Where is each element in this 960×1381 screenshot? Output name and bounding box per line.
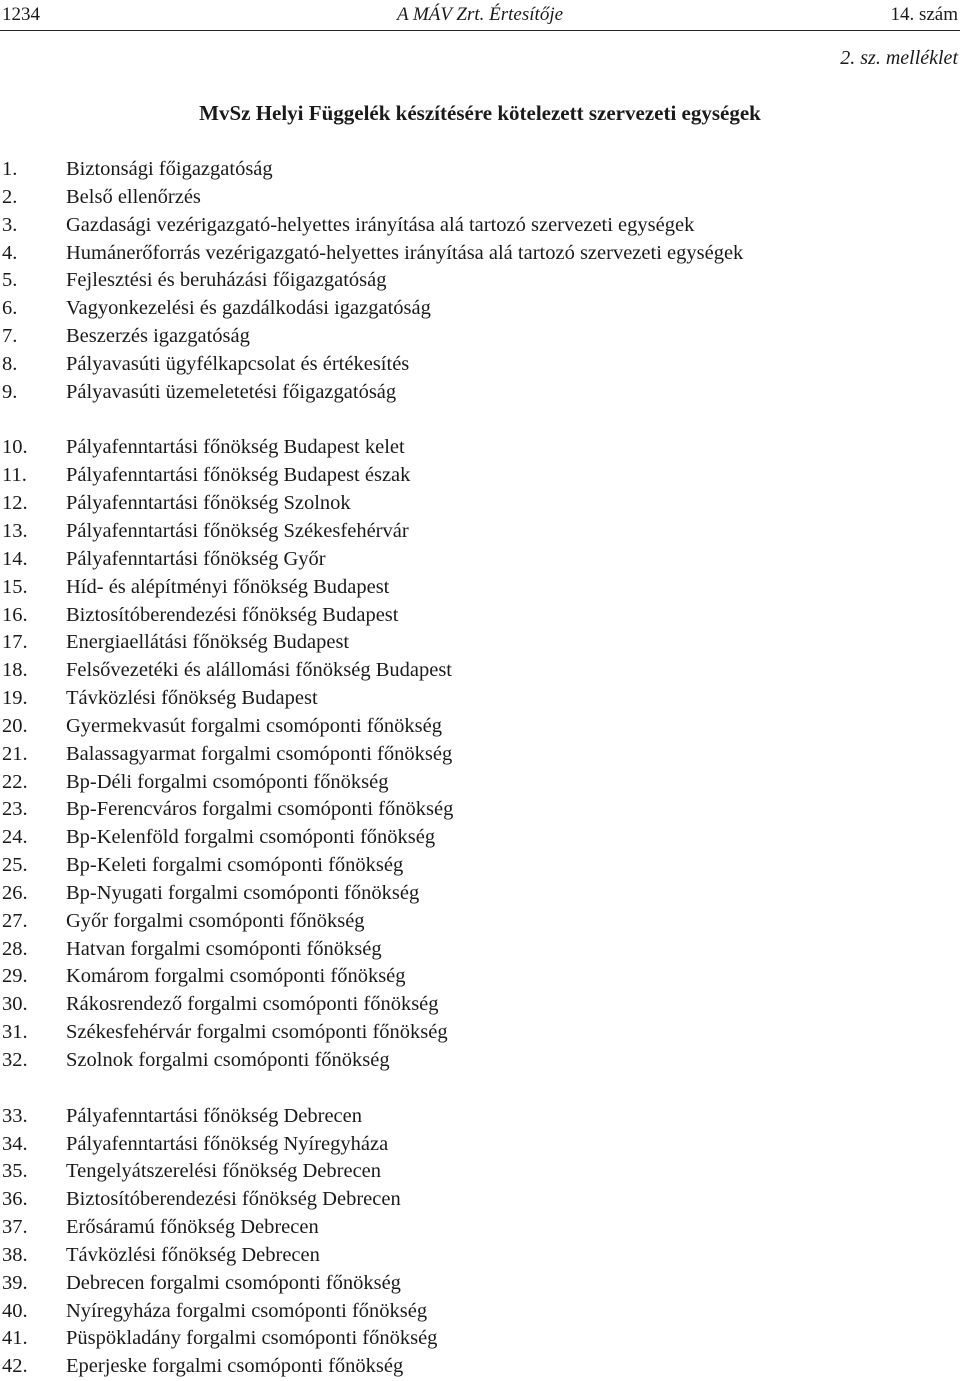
item-label: Pályafenntartási főnökség Szolnok	[66, 492, 351, 515]
item-number: 4.	[2, 241, 18, 264]
item-label: Távközlési főnökség Budapest	[66, 687, 318, 710]
running-header	[0, 2, 960, 28]
item-label: Gazdasági vezérigazgató-helyettes irányítása alá tartozó szervezeti egységek	[66, 213, 695, 236]
list-item	[0, 295, 960, 323]
list-item	[0, 434, 960, 462]
list-item	[0, 1158, 960, 1186]
item-number: 6.	[2, 297, 18, 320]
item-label: Energiaellátási főnökség Budapest	[66, 631, 350, 654]
list-item	[0, 1270, 960, 1298]
item-number: 15.	[2, 575, 28, 598]
item-number: 3.	[2, 213, 18, 236]
item-label: Debrecen forgalmi csomóponti főnökség	[66, 1271, 401, 1294]
list-item	[0, 1103, 960, 1131]
item-number: 37.	[2, 1216, 28, 1239]
item-number: 31.	[2, 1021, 28, 1044]
list-item	[0, 351, 960, 379]
item-number: 32.	[2, 1049, 28, 1071]
list-item	[0, 1353, 960, 1381]
list-item	[0, 240, 960, 268]
appendix-label: 2. sz. melléklet	[840, 47, 958, 69]
item-label: Pályavasúti üzemeletetési főigazgatóság	[66, 380, 397, 403]
item-number: 24.	[2, 826, 28, 849]
item-number: 25.	[2, 854, 28, 877]
list-item	[0, 323, 960, 351]
list-item	[0, 574, 960, 602]
list-item	[0, 184, 960, 212]
item-number: 22.	[2, 770, 28, 793]
list-item	[0, 741, 960, 769]
item-label: Biztosítóberendezési főnökség Debrecen	[66, 1188, 401, 1211]
item-number: 9.	[2, 380, 18, 403]
item-label: Hatvan forgalmi csomóponti főnökség	[66, 937, 382, 960]
list-item	[0, 769, 960, 797]
item-number: 19.	[2, 687, 28, 710]
item-number: 23.	[2, 798, 28, 821]
item-number: 8.	[2, 352, 18, 375]
item-number: 29.	[2, 965, 28, 988]
item-label: Pályavasúti ügyfélkapcsolat és értékesítés	[66, 352, 410, 375]
page-number: 1234	[2, 4, 40, 25]
list-item	[0, 1325, 960, 1353]
item-label: Szolnok forgalmi csomóponti főnökség	[66, 1049, 390, 1071]
list-item	[0, 1131, 960, 1159]
item-number: 16.	[2, 603, 28, 626]
item-label: Pályafenntartási főnökség Debrecen	[66, 1104, 362, 1127]
list-item	[0, 267, 960, 295]
item-label: Biztonsági főigazgatóság	[66, 158, 273, 180]
item-number: 34.	[2, 1132, 28, 1155]
item-number: 35.	[2, 1160, 28, 1183]
item-number: 2.	[2, 185, 18, 208]
item-label: Felsővezetéki és alállomási főnökség Budapest	[66, 659, 452, 682]
list-item	[0, 1214, 960, 1242]
organizational-unit-list	[0, 156, 960, 1381]
item-number: 14.	[2, 547, 28, 570]
item-number: 39.	[2, 1271, 28, 1294]
item-label: Pályafenntartási főnökség Székesfehérvár	[66, 519, 409, 542]
item-label: Beszerzés igazgatóság	[66, 325, 250, 348]
document-title: MvSz Helyi Függelék készítésére kötelezett szervezeti egységek	[199, 101, 761, 125]
list-item	[0, 518, 960, 546]
item-number: 10.	[2, 436, 28, 459]
item-label: Híd- és alépítményi főnökség Budapest	[66, 575, 390, 598]
item-label: Pályafenntartási főnökség Győr	[66, 547, 326, 570]
list-item	[0, 852, 960, 880]
item-label: Humánerőforrás vezérigazgató-helyettes irányítása alá tartozó szervezeti egységek	[66, 241, 744, 264]
list-item	[0, 629, 960, 657]
list-item	[0, 1019, 960, 1047]
list-item	[0, 546, 960, 574]
item-label: Gyermekvasút forgalmi csomóponti főnökség	[66, 714, 442, 737]
item-number: 20.	[2, 714, 28, 737]
item-label: Távközlési főnökség Debrecen	[66, 1243, 320, 1266]
list-item	[0, 713, 960, 741]
list-item	[0, 936, 960, 964]
item-label: Belső ellenőrzés	[66, 185, 201, 208]
list-item	[0, 490, 960, 518]
item-number: 28.	[2, 937, 28, 960]
list-item	[0, 1298, 960, 1326]
item-label: Székesfehérvár forgalmi csomóponti főnökség	[66, 1021, 448, 1044]
item-label: Bp-Keleti forgalmi csomóponti főnökség	[66, 854, 404, 877]
list-item	[0, 462, 960, 490]
list-item	[0, 657, 960, 685]
item-number: 30.	[2, 993, 28, 1016]
item-number: 12.	[2, 492, 28, 515]
item-number: 40.	[2, 1299, 28, 1322]
list-item	[0, 212, 960, 240]
list-item	[0, 1242, 960, 1270]
list-item	[0, 685, 960, 713]
item-number: 7.	[2, 325, 18, 348]
item-label: Biztosítóberendezési főnökség Budapest	[66, 603, 399, 626]
item-number: 21.	[2, 742, 28, 765]
item-number: 11.	[2, 464, 27, 487]
item-label: Püspökladány forgalmi csomóponti főnökség	[66, 1327, 438, 1350]
item-label: Nyíregyháza forgalmi csomóponti főnökség	[66, 1299, 428, 1322]
item-number: 26.	[2, 881, 28, 904]
item-label: Pályafenntartási főnökség Budapest kelet	[66, 436, 405, 459]
list-item	[0, 880, 960, 908]
item-label: Győr forgalmi csomóponti főnökség	[66, 909, 365, 932]
item-number: 5.	[2, 269, 18, 292]
list-item	[0, 824, 960, 852]
item-label: Bp-Kelenföld forgalmi csomóponti főnökség	[66, 826, 436, 849]
item-label: Pályafenntartási főnökség Budapest észak	[66, 464, 411, 487]
item-label: Pályafenntartási főnökség Nyíregyháza	[66, 1132, 389, 1155]
item-label: Eperjeske forgalmi csomóponti főnökség	[66, 1355, 404, 1378]
list-item	[0, 379, 960, 407]
item-number: 36.	[2, 1188, 28, 1211]
item-label: Erősáramú főnökség Debrecen	[66, 1216, 319, 1239]
list-item	[0, 1047, 960, 1075]
item-label: Balassagyarmat forgalmi csomóponti főnökség	[66, 742, 453, 765]
item-label: Tengelyátszerelési főnökség Debrecen	[66, 1160, 382, 1183]
item-number: 1.	[2, 158, 18, 180]
item-label: Komárom forgalmi csomóponti főnökség	[66, 965, 406, 988]
list-item	[0, 796, 960, 824]
publication-title: A MÁV Zrt. Értesítője	[396, 4, 564, 25]
item-label: Vagyonkezelési és gazdálkodási igazgatóság	[66, 297, 431, 320]
list-item	[0, 991, 960, 1019]
list-item	[0, 908, 960, 936]
header-divider	[0, 30, 960, 31]
item-number: 42.	[2, 1355, 28, 1378]
list-item	[0, 1186, 960, 1214]
item-number: 38.	[2, 1243, 28, 1266]
item-number: 17.	[2, 631, 28, 654]
list-item	[0, 602, 960, 630]
item-number: 18.	[2, 659, 28, 682]
item-number: 33.	[2, 1104, 28, 1127]
item-label: Bp-Ferencváros forgalmi csomóponti főnökség	[66, 798, 454, 821]
item-number: 41.	[2, 1327, 28, 1350]
item-label: Fejlesztési és beruházási főigazgatóság	[66, 269, 387, 292]
item-label: Bp-Nyugati forgalmi csomóponti főnökség	[66, 881, 420, 904]
item-label: Bp-Déli forgalmi csomóponti főnökség	[66, 770, 389, 793]
item-number: 13.	[2, 519, 28, 542]
list-item	[0, 963, 960, 991]
item-number: 27.	[2, 909, 28, 932]
item-label: Rákosrendező forgalmi csomóponti főnökség	[66, 993, 439, 1016]
issue-number: 14. szám	[890, 4, 958, 25]
list-item	[0, 156, 960, 184]
